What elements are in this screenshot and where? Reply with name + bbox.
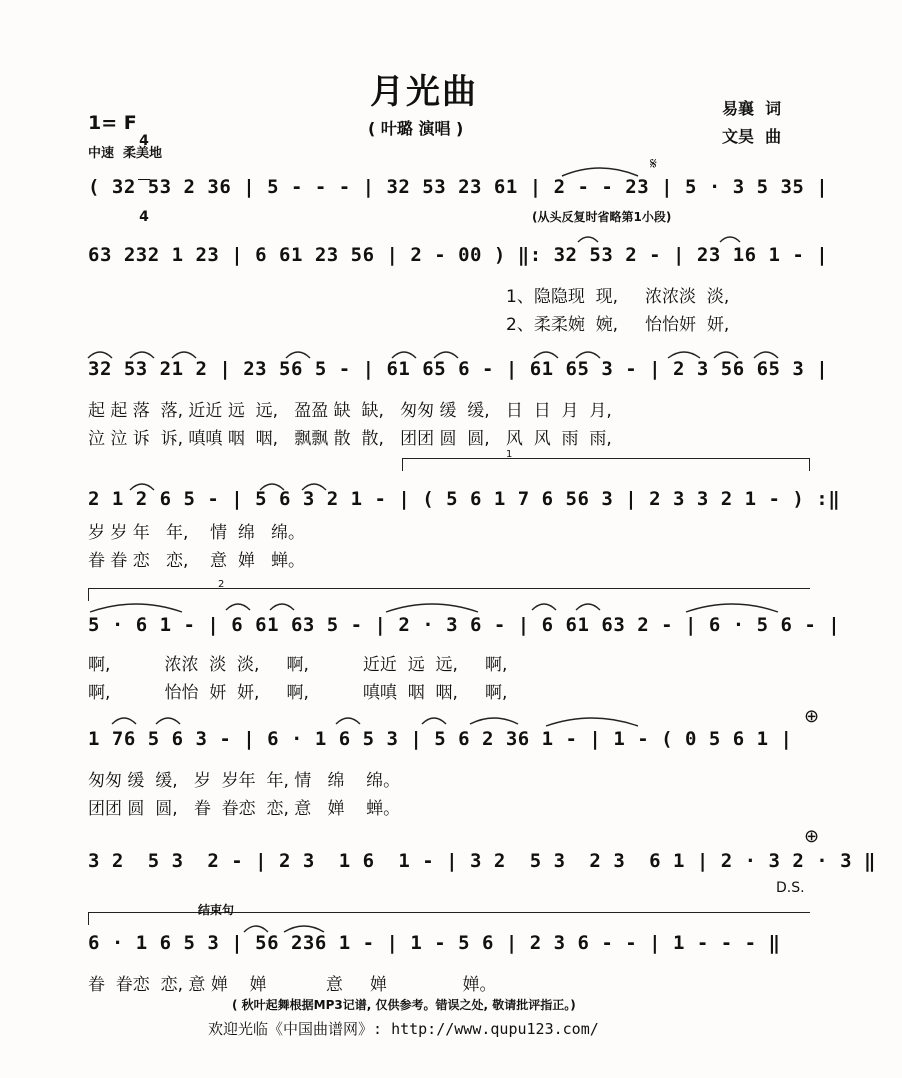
transcription-note: ( 秋叶起舞根据MP3记谱, 仅供参考。错误之处, 敬请批评指正。) bbox=[232, 998, 576, 1012]
score-row-1: ( 32 53 2 36 | 5 - - - | 32 53 23 61 | 2 - - 23 | 5 · 3 5 35 | bbox=[88, 176, 829, 198]
time-bottom: 4 bbox=[139, 209, 149, 225]
coda-icon: ⊕ bbox=[804, 826, 820, 847]
key-signature: 1= F bbox=[88, 112, 137, 134]
site-credit: 欢迎光临《中国曲谱网》: http://www.qupu123.com/ bbox=[208, 1020, 599, 1038]
score-row-6: 1 76 5 6 3 - | 6 · 1 6 5 3 | 5 6 2 36 1 - | 1 - ( 0 5 6 1 | bbox=[88, 728, 793, 750]
score-row-3: 32 53 21 2 | 23 56 5 - | 61 65 6 - | 61 65 3 - | 2 3 56 65 3 | bbox=[88, 358, 829, 380]
repeat-note: (从头反复时省略第1小段) bbox=[532, 210, 672, 224]
lyric-row-3-verse-1: 起 起 落 落, 近近 远 远, 盈盈 缺 缺, 匆匆 缓 缓, 日 日 月 月, bbox=[88, 401, 612, 421]
volta-number-2: 2 bbox=[218, 579, 225, 590]
score-row-5: 5 · 6 1 - | 6 61 63 5 - | 2 · 3 6 - | 6 61 63 2 - | 6 · 5 6 - | bbox=[88, 614, 841, 636]
lyric-row-2-verse-1: 1、隐隐现 现, 浓浓淡 淡, bbox=[506, 287, 730, 307]
performer: ( 叶璐 演唱 ) bbox=[368, 119, 464, 138]
lyric-row-2-verse-2: 2、柔柔婉 婉, 怡怡妍 妍, bbox=[506, 315, 730, 335]
volta-bracket-2 bbox=[88, 579, 810, 590]
lyric-row-5-verse-2: 啊, 怡怡 妍 妍, 啊, 嗔嗔 咽 咽, 啊, bbox=[88, 683, 508, 703]
score-row-8: 6 · 1 6 5 3 | 56 236 1 - | 1 - 5 6 | 2 3 6 - - | 1 - - - ‖ bbox=[88, 932, 781, 954]
lyric-row-4-verse-2: 眷 眷 恋 恋, 意 婵 蝉。 bbox=[88, 551, 306, 571]
score-row-2: 63 232 1 23 | 6 61 23 56 | 2 - 00 ) ‖: 32 53 2 - | 23 16 1 - | bbox=[88, 244, 829, 266]
volta-bracket-1 bbox=[402, 449, 810, 460]
lyric-row-4-verse-1: 岁 岁 年 年, 情 绵 绵。 bbox=[88, 523, 306, 543]
tie-arc bbox=[576, 232, 600, 244]
lyric-row-6-verse-1: 匆匆 缓 缓, 岁 岁年 年, 情 绵 绵。 bbox=[88, 771, 401, 791]
lyric-row-3-verse-2: 泣 泣 诉 诉, 嗔嗔 咽 咽, 飘飘 散 散, 团团 圆 圆, 风 风 雨 雨, bbox=[88, 429, 612, 449]
score-row-7: 3 2 5 3 2 - | 2 3 1 6 1 - | 3 2 5 3 2 3 6 1 | 2 · 3 2 · 3 ‖ bbox=[88, 850, 876, 872]
lyric-row-8: 眷 眷恋 恋, 意 婵 婵 意 婵 婵。 bbox=[88, 975, 497, 995]
ending-label: 结束句 bbox=[198, 903, 235, 917]
lyric-row-5-verse-1: 啊, 浓浓 淡 淡, 啊, 近近 远 远, 啊, bbox=[88, 655, 508, 675]
tempo-marking: 中速 柔美地 bbox=[88, 146, 163, 161]
time-top: 4 bbox=[139, 133, 149, 149]
lyricist: 易襄 词 bbox=[722, 99, 782, 118]
tie-arc bbox=[718, 232, 742, 244]
volta-number-1: 1 bbox=[506, 449, 513, 460]
ending-bracket bbox=[88, 903, 810, 917]
lyric-row-6-verse-2: 团团 圆 圆, 眷 眷恋 恋, 意 婵 蝉。 bbox=[88, 799, 401, 819]
composer: 文昊 曲 bbox=[722, 127, 782, 146]
tie-arcs-row-6 bbox=[86, 712, 646, 728]
coda-icon: ⊕ bbox=[804, 706, 820, 727]
segno-icon: 𝄋 bbox=[650, 154, 657, 173]
score-row-4: 2 1 2 6 5 - | 5 6 3 2 1 - | ( 5 6 1 7 6 56 3 | 2 3 3 2 1 - ) :‖ bbox=[88, 488, 841, 510]
dal-segno: D.S. bbox=[776, 880, 805, 896]
tie-arcs-row-5 bbox=[86, 598, 816, 614]
page-title: 月光曲 bbox=[370, 72, 478, 112]
time-signature bbox=[138, 104, 150, 240]
